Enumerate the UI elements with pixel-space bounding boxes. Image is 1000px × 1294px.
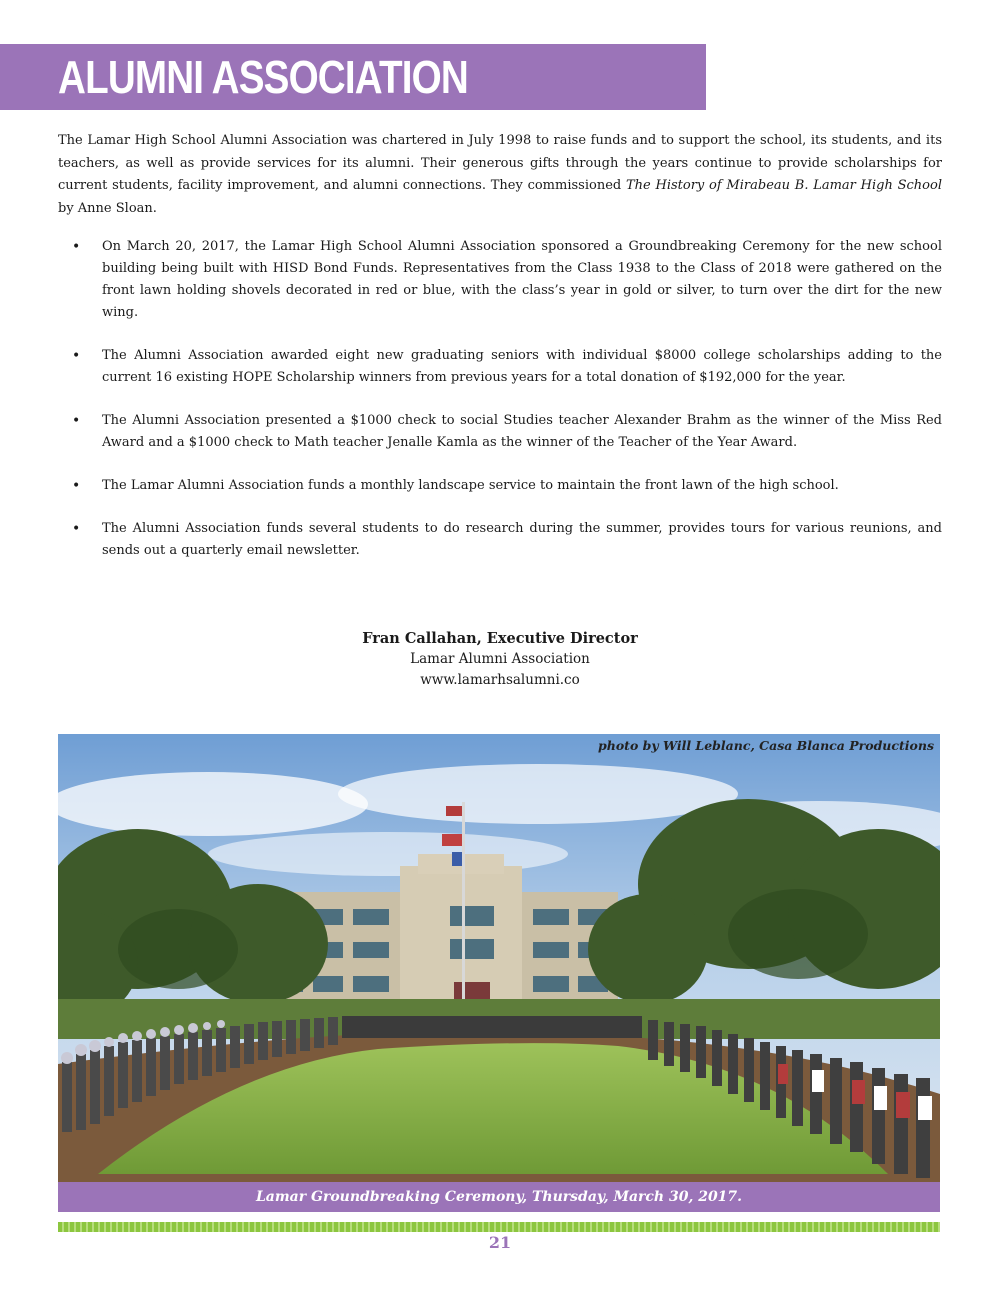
bullet-item <box>58 236 942 324</box>
bullet-text: On March 20, 2017, the Lamar High School Alumni Association sponsored a Groundbreaking Ceremony for the new school building being built with HISD Bond Funds. Representatives from the Class 1938 to the Class of 2018 were gathered on the front lawn holding shovels decorated in red or blue, with the class’s year in gold or silver, to turn over the dirt for the new wing. <box>102 239 942 320</box>
bullet-icon: • <box>72 348 81 364</box>
intro-paragraph <box>58 130 942 220</box>
bullet-item <box>58 475 942 497</box>
photo-illustration <box>58 734 940 1182</box>
groundbreaking-photo <box>58 734 940 1182</box>
bullet-icon: • <box>72 413 81 429</box>
photo-caption: Lamar Groundbreaking Ceremony, Thursday, March 30, 2017. <box>58 1182 940 1212</box>
bullet-item <box>58 345 942 389</box>
footer-stripe <box>58 1222 940 1232</box>
bullet-text: The Alumni Association presented a $1000 check to social Studies teacher Alexander Brahm as the winner of the Miss Red Award and a $1000 check to Math teacher Jenalle Kamla as the winner of the Teacher of the Year Award. <box>102 413 942 450</box>
photo-credit: photo by Will Leblanc, Casa Blanca Productions <box>598 738 934 753</box>
bullet-list <box>58 236 942 583</box>
signature-block <box>58 628 942 691</box>
bullet-text: The Lamar Alumni Association funds a monthly landscape service to maintain the front lawn of the high school. <box>102 478 839 493</box>
bullet-icon: • <box>72 478 81 494</box>
title-bar <box>0 44 706 110</box>
bullet-text: The Alumni Association funds several students to do research during the summer, provides tours for various reunions, and sends out a quarterly email newsletter. <box>102 521 942 558</box>
intro-text-end: by Anne Sloan. <box>58 200 157 216</box>
signature-org: Lamar Alumni Association <box>410 651 590 667</box>
bullet-icon: • <box>72 239 81 255</box>
bullet-text: The Alumni Association awarded eight new graduating seniors with individual $8000 college scholarships adding to the current 16 existing HOPE Scholarship winners from previous years for a total donation of $192,000 for the year. <box>102 348 942 385</box>
page-number: 21 <box>488 1233 512 1252</box>
bullet-icon: • <box>72 521 81 537</box>
bullet-item <box>58 518 942 562</box>
intro-text-start: The Lamar High School Alumni Association was chartered in July 1998 to raise funds and to support the school, its students, and its teachers, as well as provide services for its alumni. Their generous gifts through the years continue to provide scholarships for current students, facility improvement, and alumni connections. They commissioned <box>58 133 942 193</box>
bullet-item <box>58 410 942 454</box>
page-title: ALUMNI ASSOCIATION <box>58 51 468 103</box>
signature-name: Fran Callahan, Executive Director <box>362 630 638 647</box>
signature-website: www.lamarhsalumni.co <box>420 672 580 688</box>
book-title: The History of Mirabeau B. Lamar High School <box>625 178 942 193</box>
